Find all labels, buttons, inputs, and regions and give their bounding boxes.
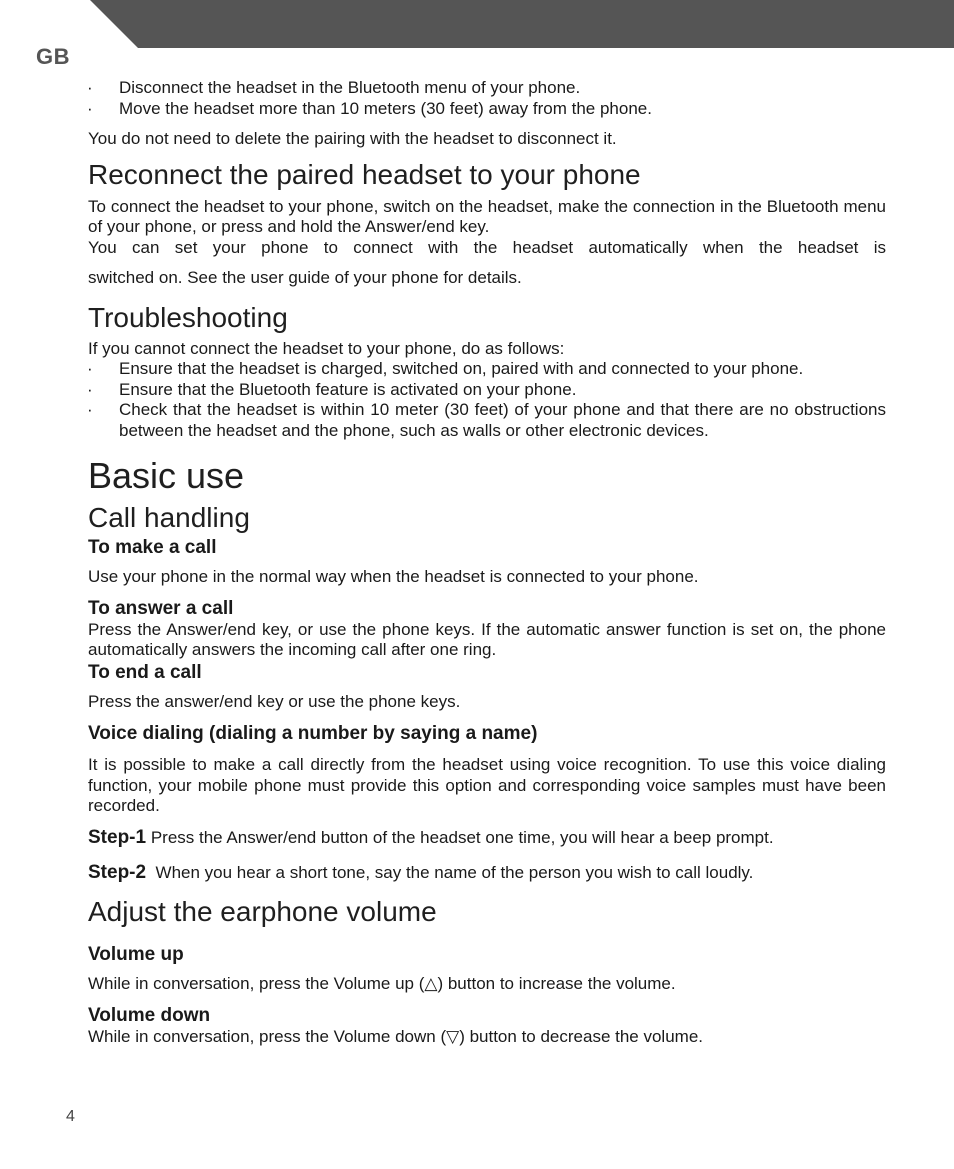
make-call-heading: To make a call (88, 537, 217, 558)
volume-up-heading: Volume up (88, 943, 184, 965)
volume-up-text: While in conversation, press the Volume up (△) button to increase the volume. (88, 973, 676, 993)
voice-dialing-text: It is possible to make a call directly from the headset using voice recognition. To use this voice dialing function, your mobile phone must provide this option and corresponding voice samples must have been recorded. (88, 755, 886, 815)
disconnect-list (88, 78, 886, 119)
troubleshooting-list (88, 359, 886, 441)
reconnect-para: switched on. See the user guide of your phone for details. (88, 268, 522, 287)
reconnect-para: To connect the headset to your phone, switch on the headset, make the connection in the Bluetooth menu of your phone, or press and hold the Answer/end key. (88, 196, 886, 236)
troubleshooting-intro: If you cannot connect the headset to your phone, do as follows: (88, 338, 565, 358)
answer-call-heading: To answer a call (88, 597, 234, 619)
step-2 (88, 863, 886, 884)
disconnect-note: You do not need to delete the pairing with the headset to disconnect it. (88, 129, 617, 148)
header-band (0, 0, 954, 48)
step-1-label: Step-1 (88, 826, 147, 848)
step-2-text: When you hear a short tone, say the name of the person you wish to call loudly. (155, 863, 754, 882)
list-item: · Disconnect the headset in the Bluetooth menu of your phone. (87, 78, 581, 97)
reconnect-heading: Reconnect the paired headset to your phone (88, 158, 641, 190)
list-item: · Ensure that the Bluetooth feature is activated on your phone. (87, 379, 577, 399)
volume-heading: Adjust the earphone volume (88, 895, 437, 927)
make-call-text: Use your phone in the normal way when the headset is connected to your phone. (88, 567, 699, 586)
page-number: 4 (66, 1108, 75, 1125)
basic-use-heading: Basic use (88, 455, 245, 496)
list-item: · Ensure that the headset is charged, switched on, paired with and connected to your phone. (87, 359, 804, 378)
voice-dialing-heading: Voice dialing (dialing a number by saying a name) (88, 723, 538, 744)
answer-call-text: Press the Answer/end key, or use the phone keys. If the automatic answer function is set on, the phone automatically answers the incoming call after one ring. (88, 619, 886, 659)
reconnect-para: You can set your phone to connect with the headset automatically when the headset is (88, 237, 886, 257)
volume-down-heading: Volume down (88, 1005, 211, 1026)
page-content (88, 78, 886, 1048)
list-item: · Check that the headset is within 10 meter (30 feet) of your phone and that there are no obstructions between the headset and the phone, such as walls or other electronic devices. (87, 400, 886, 440)
volume-down-text: While in conversation, press the Volume down (▽) button to decrease the volume. (88, 1027, 704, 1046)
step-1 (88, 828, 886, 849)
end-call-heading: To end a call (88, 661, 202, 683)
call-handling-heading: Call handling (88, 502, 250, 533)
step-2-label: Step-2 (88, 862, 147, 883)
step-1-text: Press the Answer/end button of the headset one time, you will hear a beep prompt. (150, 827, 774, 847)
list-item: · Move the headset more than 10 meters (30 feet) away from the phone. (87, 98, 652, 118)
language-tag: GB (36, 44, 70, 69)
troubleshooting-heading: Troubleshooting (88, 301, 288, 333)
end-call-text: Press the answer/end key or use the phone keys. (88, 691, 461, 711)
